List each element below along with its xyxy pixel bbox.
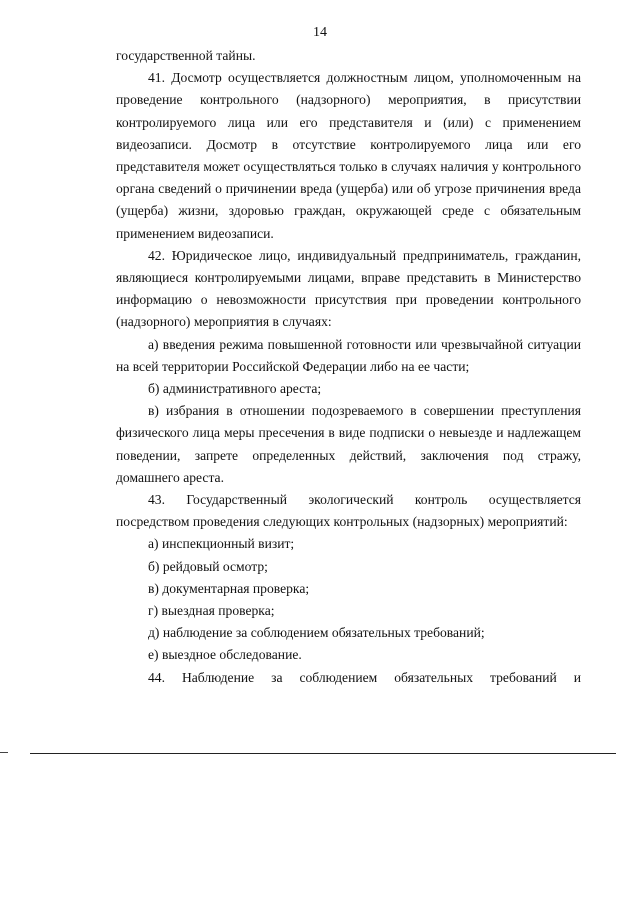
paragraph: е) выездное обследование. — [148, 647, 302, 663]
paragraph: 44. Наблюдение за соблюдением обязательных требований и — [148, 669, 581, 685]
page-number: 14 — [313, 25, 327, 40]
paragraph: б) административного ареста; — [148, 381, 322, 397]
bottom-rule — [30, 753, 616, 754]
paragraph: г) выездная проверка; — [148, 603, 275, 619]
paragraph: д) наблюдение за соблюдением обязательных требований; — [148, 625, 485, 641]
margin-tick — [0, 752, 8, 753]
paragraph: а) введения режима повышенной готовности или чрезвычайной ситуации на всей территории Российской Федерации либо на ее части; — [116, 336, 581, 374]
paragraph: 42. Юридическое лицо, индивидуальный предприниматель, гражданин, являющиеся контролируемыми лицами, вправе представить в Министерство информацию о невозможности присутствия при проведении контрольного (надзорного) мероприятия в случаях: — [116, 247, 581, 330]
paragraph: 41. Досмотр осуществляется должностным лицом, уполномоченным на проведение контрольного (надзорного) мероприятия, в присутствии контролируемого лица или его представителя и (или) с применением видеозаписи. Досмотр в отсутствие контролируемого лица или его представителя может осуществляться только в случаях наличия у контрольного органа сведений о причинении вреда (ущерба) или об угрозе причинения вреда (ущерба) жизни, здоровью граждан, окружающей среде с обязательным применением видеозаписи. — [116, 70, 581, 241]
paragraph: государственной тайны. — [116, 48, 256, 63]
paragraph: 43. Государственный экологический контроль осуществляется посредством проведения следующих контрольных (надзорных) мероприятий: — [116, 492, 581, 530]
document-body — [116, 45, 581, 689]
paragraph: в) избрания в отношении подозреваемого в совершении преступления физического лица меры пресечения в виде подписки о невыезде и надлежащем поведении, запрете определенных действий, заключения под стражу, домашнего ареста. — [116, 403, 581, 485]
paragraph: а) инспекционный визит; — [148, 536, 295, 552]
paragraph: в) документарная проверка; — [148, 580, 310, 596]
paragraph: б) рейдовый осмотр; — [148, 558, 268, 574]
